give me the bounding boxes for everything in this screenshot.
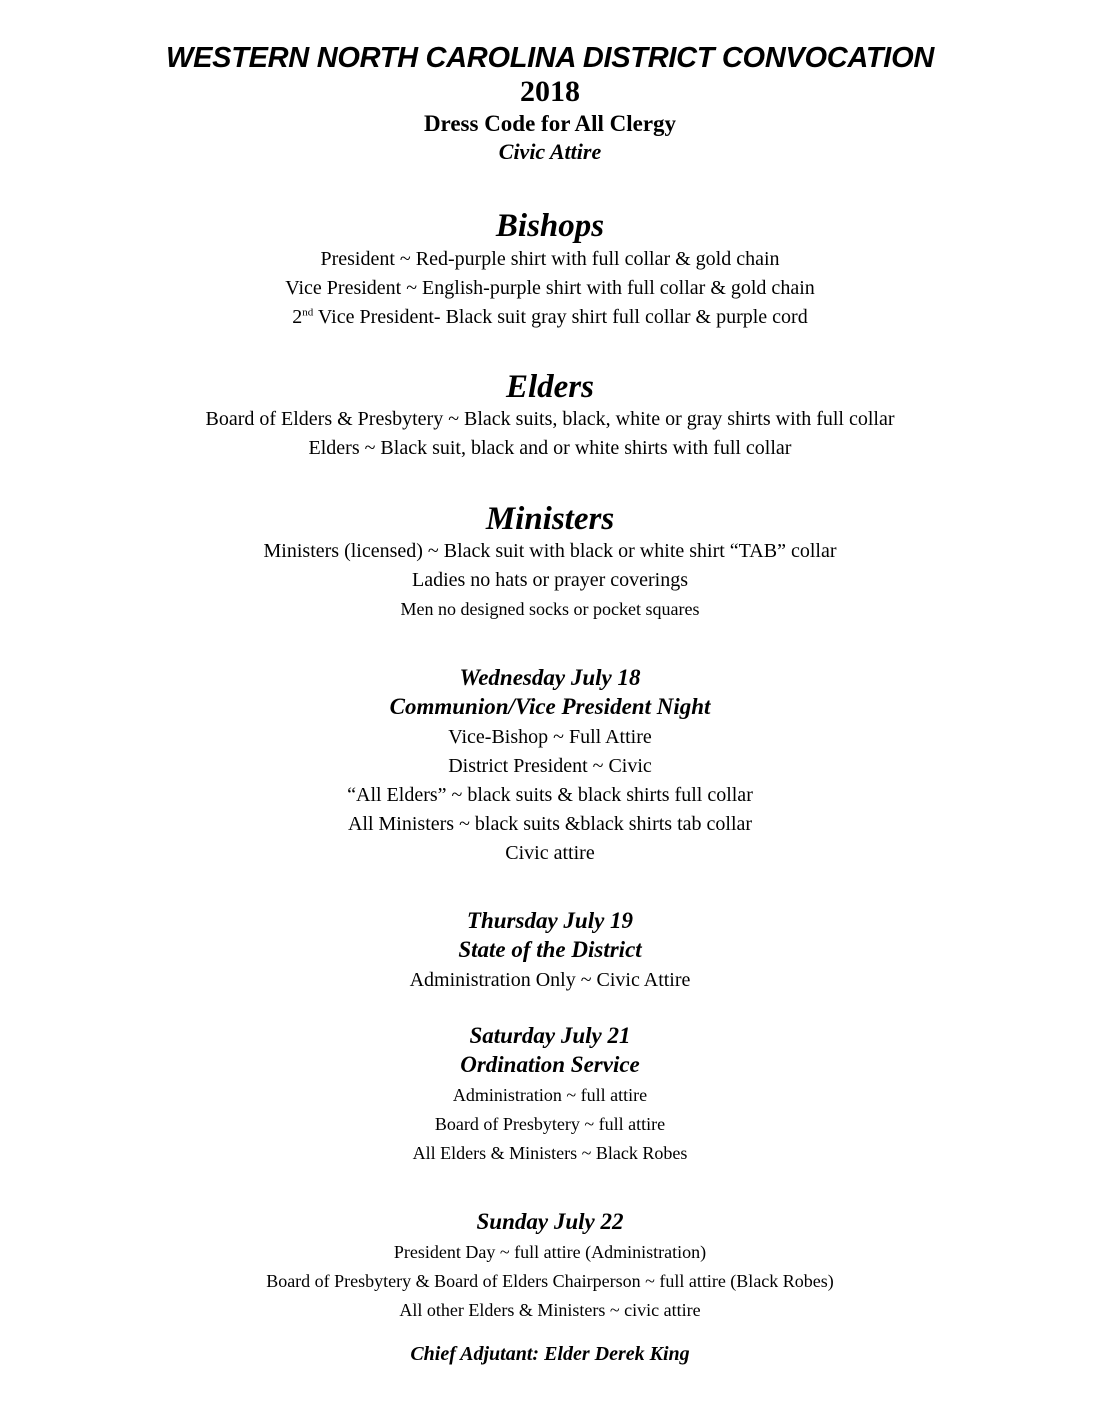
wednesday-line-2: District President ~ Civic <box>448 755 652 777</box>
ministers-heading: Ministers <box>485 501 615 537</box>
ministers-men-line: Men no designed socks or pocket squares <box>400 599 700 619</box>
document-year: 2018 <box>520 75 580 108</box>
wednesday-event-heading: Communion/Vice President Night <box>389 694 711 719</box>
saturday-day-heading: Saturday July 21 <box>469 1023 631 1048</box>
ministers-licensed-line: Ministers (licensed) ~ Black suit with black or white shirt “TAB” collar <box>263 540 837 562</box>
wednesday-line-5: Civic attire <box>505 842 595 864</box>
thursday-day-heading: Thursday July 19 <box>466 908 634 933</box>
sunday-line-1: President Day ~ full attire (Administration) <box>393 1242 707 1262</box>
ordinal-suffix: nd <box>302 306 314 319</box>
bishops-president-line: President ~ Red-purple shirt with full collar & gold chain <box>320 248 780 270</box>
saturday-line-3: All Elders & Ministers ~ Black Robes <box>412 1143 688 1163</box>
sunday-day-heading: Sunday July 22 <box>476 1209 624 1234</box>
chief-adjutant: Chief Adjutant: Elder Derek King <box>410 1343 690 1365</box>
sunday-line-3: All other Elders & Ministers ~ civic attire <box>399 1300 701 1320</box>
wednesday-day-heading: Wednesday July 18 <box>459 665 641 690</box>
wednesday-line-4: All Ministers ~ black suits &black shirts tab collar <box>347 813 753 835</box>
second-vice-president-text: Vice President- Black suit gray shirt full collar & purple cord <box>313 306 808 328</box>
document-attire: Civic Attire <box>498 139 602 164</box>
sunday-line-2: Board of Presbytery & Board of Elders Chairperson ~ full attire (Black Robes) <box>266 1271 834 1291</box>
bishops-vice-president-line: Vice President ~ English-purple shirt with full collar & gold chain <box>285 277 815 299</box>
wednesday-line-1: Vice-Bishop ~ Full Attire <box>448 726 652 748</box>
ordinal-number: 2 <box>292 306 303 328</box>
bishops-second-vice-president-line <box>0 307 1100 327</box>
thursday-event-heading: State of the District <box>458 937 642 962</box>
bishops-heading: Bishops <box>495 208 605 244</box>
elders-board-line: Board of Elders & Presbytery ~ Black suits, black, white or gray shirts with full collar <box>205 408 895 430</box>
wednesday-line-3: “All Elders” ~ black suits & black shirts full collar <box>347 784 753 806</box>
saturday-event-heading: Ordination Service <box>460 1052 640 1077</box>
elders-heading: Elders <box>505 369 594 405</box>
ministers-ladies-line: Ladies no hats or prayer coverings <box>411 569 688 591</box>
document-title: WESTERN NORTH CAROLINA DISTRICT CONVOCATION <box>166 42 934 74</box>
elders-line: Elders ~ Black suit, black and or white shirts with full collar <box>308 437 792 459</box>
saturday-line-2: Board of Presbytery ~ full attire <box>434 1114 666 1134</box>
document-subtitle: Dress Code for All Clergy <box>423 111 677 136</box>
thursday-line-1: Administration Only ~ Civic Attire <box>409 969 691 991</box>
saturday-line-1: Administration ~ full attire <box>452 1085 648 1105</box>
